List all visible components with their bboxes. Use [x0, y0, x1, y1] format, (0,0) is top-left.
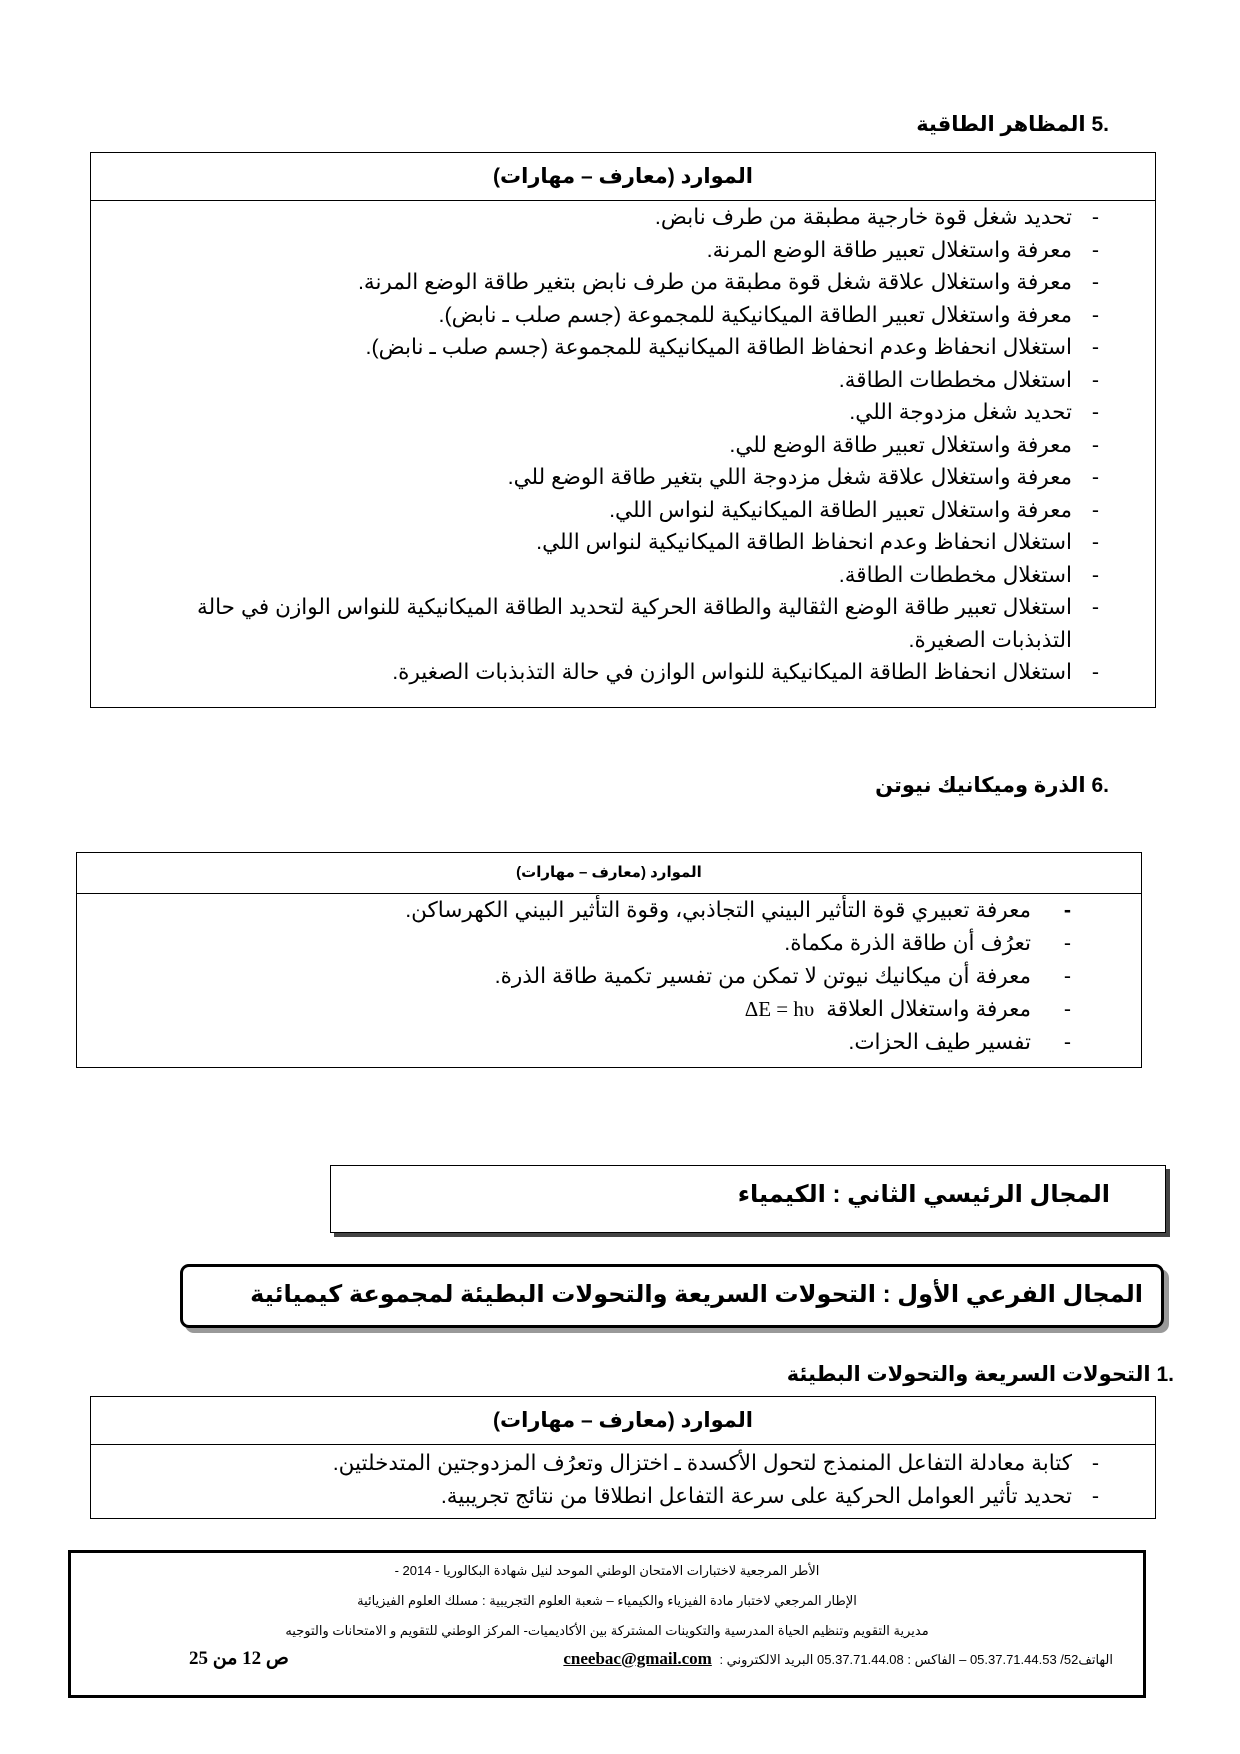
list-item: - تحديد تأثير العوامل الحركية على سرعة التفاعل انطلاقا من نتائج تجريبية. — [440, 1484, 1099, 1508]
page-footer — [68, 1550, 1146, 1698]
list-item: - معرفة واستغلال تعبير الطاقة الميكانيكية للمجموعة (جسم صلب ـ نابض). — [438, 302, 1099, 327]
list-item: - تعرُف أن طاقة الذرة مكماة. — [784, 931, 1071, 955]
footer-contact: الهاتف52/ 05.37.71.44.53 – الفاكس : 05.37.71.44.08 البريد الالكتروني : — [719, 1652, 1113, 1667]
section1-list — [91, 1445, 1155, 1513]
section1-table — [90, 1396, 1156, 1519]
list-item: - معرفة أن ميكانيك نيوتن لا تمكن من تفسير تكمية طاقة الذرة. — [494, 964, 1071, 988]
list-item: - معرفة واستغلال تعبير الطاقة الميكانيكية لنواس اللي. — [609, 497, 1099, 522]
sub-domain-box — [180, 1264, 1164, 1328]
list-item: - استغلال انحفاظ وعدم انحفاظ الطاقة الميكانيكية لنواس اللي. — [536, 530, 1099, 554]
list-item: - تفسير طيف الحزات. — [848, 1030, 1071, 1054]
section1-table-header: الموارد (معارف – مهارات) — [91, 1397, 1155, 1445]
page-number: ص 12 من 25 — [189, 1648, 289, 1669]
section6-table-header: الموارد (معارف – مهارات) — [77, 853, 1141, 894]
section6-heading: .6 الذرة وميكانيك نيوتن — [875, 774, 1109, 797]
list-item: - تحديد شغل قوة خارجية مطبقة من طرف نابض. — [654, 205, 1099, 229]
section6-table — [76, 852, 1142, 1068]
list-item: - معرفة واستغلال العلاقة ΔE = hυ — [744, 997, 1071, 1021]
list-item: - استغلال تعبير طاقة الوضع الثقالية والطاقة الحركية لتحديد الطاقة الميكانيكية للنواس الوازن في حالة التذبذبات الصغيرة. — [197, 595, 1099, 652]
section6-list — [77, 894, 1141, 1059]
main-domain-title: المجال الرئيسي الثاني : الكيمياء — [737, 1181, 1110, 1208]
list-item: - استغلال مخططات الطاقة. — [838, 562, 1099, 587]
list-item: - تحديد شغل مزدوجة اللي. — [849, 400, 1099, 424]
footer-email-link[interactable]: cneebac@gmail.com — [563, 1649, 712, 1668]
footer-line3: مديرية التقويم وتنظيم الحياة المدرسية والتكوينات المشتركة بين الأكاديميات- المركز الوطني للتقويم و الامتحانات والتوجيه — [285, 1623, 929, 1638]
list-item: - معرفة تعبيري قوة التأثير البيني التجاذبي، وقوة التأثير البيني الكهرساكن. — [405, 898, 1071, 922]
list-item: - معرفة واستغلال علاقة شغل مزدوجة اللي بتغير طاقة الوضع للي. — [507, 465, 1099, 489]
section5-table — [90, 152, 1156, 708]
main-domain-box — [330, 1165, 1166, 1233]
list-item: - معرفة واستغلال تعبير طاقة الوضع المرنة. — [706, 237, 1099, 262]
list-item: - كتابة معادلة التفاعل المنمذج لتحول الأكسدة ـ اختزال وتعرُف المزدوجتين المتدخلتين. — [332, 1451, 1099, 1475]
list-item: - معرفة واستغلال تعبير طاقة الوضع للي. — [729, 432, 1099, 457]
list-item: - استغلال مخططات الطاقة. — [838, 367, 1099, 392]
section1-heading: .1 التحولات السريعة والتحولات البطيئة — [786, 1363, 1174, 1386]
section5-list — [91, 201, 1155, 689]
list-item: - معرفة واستغلال علاقة شغل قوة مطبقة من طرف نابض بتغير طاقة الوضع المرنة. — [357, 270, 1099, 294]
section5-heading: .5 المظاهر الطاقية — [916, 113, 1109, 136]
footer-line2: الإطار المرجعي لاختبار مادة الفيزياء والكيمياء – شعبة العلوم التجريبية : مسلك العلوم الفيزيائية — [357, 1593, 857, 1608]
list-item: - استغلال انحفاظ الطاقة الميكانيكية للنواس الوازن في حالة التذبذبات الصغيرة. — [392, 660, 1099, 684]
footer-contact-row — [563, 1649, 1113, 1669]
list-item: - استغلال انحفاظ وعدم انحفاظ الطاقة الميكانيكية للمجموعة (جسم صلب ـ نابض). — [365, 335, 1099, 359]
footer-line1: الأطر المرجعية لاختبارات الامتحان الوطني الموحد لنيل شهادة البكالوريا - 2014 - — [394, 1563, 820, 1578]
section5-table-header: الموارد (معارف – مهارات) — [91, 153, 1155, 201]
energy-formula: ΔE = hυ — [744, 997, 815, 1021]
sub-domain-title: المجال الفرعي الأول : التحولات السريعة والتحولات البطيئة لمجموعة كيميائية — [250, 1281, 1143, 1308]
